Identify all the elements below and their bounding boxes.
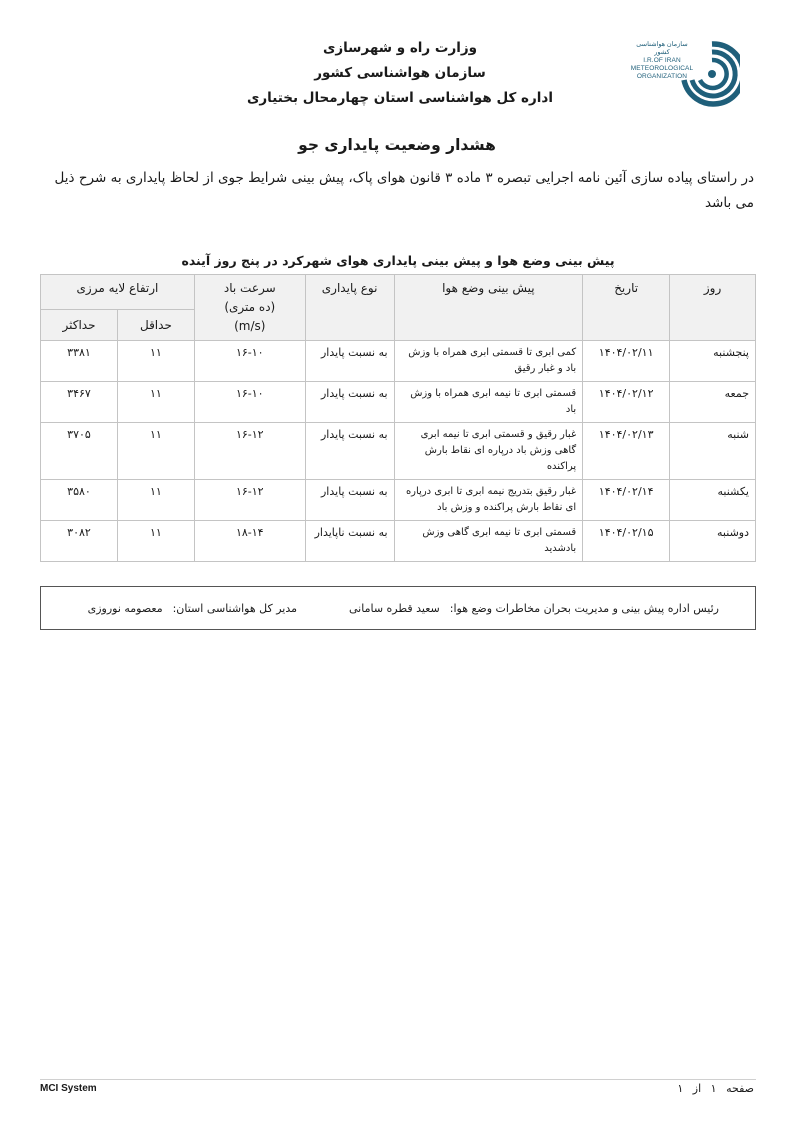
header-day: روز [670, 275, 756, 341]
cell-day: دوشنبه [670, 521, 756, 562]
cell-min-height: ۱۱ [117, 521, 194, 562]
cell-forecast: قسمتی ابری تا نیمه ابری همراه با وزش باد [394, 382, 583, 423]
ministry-header [180, 36, 620, 111]
cell-date: ۱۴۰۴/۰۲/۱۲ [583, 382, 670, 423]
logo-text-line3: ORGANIZATION [636, 73, 688, 80]
header-wind-unit: (m/s) [234, 319, 266, 333]
cell-forecast: کمی ابری تا قسمتی ابری همراه با وزش باد و غبار رقیق [394, 341, 583, 382]
cell-max-height: ۳۳۸۱ [41, 341, 118, 382]
page-label: صفحه [726, 1082, 754, 1095]
logo-text-persian: سازمان هواشناسی کشور [636, 41, 688, 56]
provincial-office-name: اداره کل هواشناسی استان چهارمحال بختیاری [247, 90, 553, 106]
cell-min-height: ۱۱ [117, 382, 194, 423]
cell-wind-speed: ۱۶-۱۰ [194, 382, 305, 423]
header-boundary-layer: ارتفاع لایه مرزی [41, 275, 195, 310]
signature-role-1: رئیس اداره پیش بینی و مدیریت بحران مخاطرات وضع هوا: [449, 602, 719, 615]
cell-max-height: ۳۴۶۷ [41, 382, 118, 423]
table-caption: پیش بینی وضع هوا و پیش بینی پایداری هوای شهرکرد در پنج روز آینده [181, 253, 615, 268]
cell-date: ۱۴۰۴/۰۲/۱۳ [583, 423, 670, 480]
header-forecast: پیش بینی وضع هوا [394, 275, 583, 341]
cell-day: یکشنبه [670, 480, 756, 521]
cell-wind-speed: ۱۶-۱۰ [194, 341, 305, 382]
spiral-emblem-icon [678, 36, 740, 114]
page-of-label: از [692, 1082, 702, 1095]
header-wind-speed [194, 275, 305, 341]
cell-date: ۱۴۰۴/۰۲/۱۵ [583, 521, 670, 562]
signature-name-2: معصومه نوروزی [87, 602, 163, 615]
forecast-table [40, 274, 756, 562]
cell-stability: به نسبت پایدار [305, 480, 394, 521]
meteorological-organization-logo [628, 36, 740, 114]
table-row [41, 382, 756, 423]
cell-day: شنبه [670, 423, 756, 480]
header-wind-label: سرعت باد [223, 281, 276, 295]
cell-min-height: ۱۱ [117, 341, 194, 382]
cell-stability: به نسبت ناپایدار [305, 521, 394, 562]
cell-day: پنجشنبه [670, 341, 756, 382]
cell-wind-speed: ۱۶-۱۲ [194, 480, 305, 521]
cell-day: جمعه [670, 382, 756, 423]
cell-forecast: غبار رقیق و قسمتی ابری تا نیمه ابری گاهی وزش باد درپاره ای نقاط بارش پراکنده [394, 423, 583, 480]
table-row [41, 341, 756, 382]
page-current: ۱ [710, 1082, 717, 1095]
header-date: تاریخ [583, 275, 670, 341]
warning-title: هشدار وضعیت پایداری جو [298, 136, 496, 154]
header-min: حداقل [117, 310, 194, 341]
signature-name-1: سعید قطره سامانی [349, 602, 440, 615]
cell-date: ۱۴۰۴/۰۲/۱۱ [583, 341, 670, 382]
header-stability: نوع پایداری [305, 275, 394, 341]
header-wind-height: (ده متری) [224, 300, 276, 314]
cell-min-height: ۱۱ [117, 480, 194, 521]
header-max: حداکثر [41, 310, 118, 341]
cell-max-height: ۳۷۰۵ [41, 423, 118, 480]
page-number [671, 1082, 754, 1095]
cell-wind-speed: ۱۶-۱۲ [194, 423, 305, 480]
page-total: ۱ [677, 1082, 684, 1095]
cell-min-height: ۱۱ [117, 423, 194, 480]
signature-role-2: مدیر کل هواشناسی استان: [172, 602, 297, 615]
footer-system-name: MCI System [40, 1083, 97, 1094]
logo-text-line1: I.R.OF IRAN [643, 57, 681, 64]
intro-paragraph: در راستای پیاده سازی آئین نامه اجرایی تبصره ۳ ماده ۳ قانون هوای پاک، پیش بینی شرایط جوی از لحاظ پایداری به شرح ذیل می باشد [54, 170, 754, 211]
signature-director [88, 602, 297, 615]
cell-stability: به نسبت پایدار [305, 341, 394, 382]
cell-forecast: قسمتی ابری تا نیمه ابری گاهی وزش بادشدید [394, 521, 583, 562]
cell-stability: به نسبت پایدار [305, 382, 394, 423]
footer-divider [40, 1079, 756, 1080]
cell-max-height: ۳۰۸۲ [41, 521, 118, 562]
table-row [41, 480, 756, 521]
table-row [41, 423, 756, 480]
cell-forecast: غبار رقیق بتدریج نیمه ابری تا ابری درپاره ای نقاط بارش پراکنده و وزش باد [394, 480, 583, 521]
signature-box [40, 586, 756, 630]
table-row [41, 521, 756, 562]
ministry-name: وزارت راه و شهرسازی [322, 40, 478, 56]
cell-stability: به نسبت پایدار [305, 423, 394, 480]
cell-wind-speed: ۱۸-۱۴ [194, 521, 305, 562]
organization-name: سازمان هواشناسی کشور [314, 65, 486, 81]
logo-text-line2: METEOROLOGICAL [630, 65, 694, 72]
cell-max-height: ۳۵۸۰ [41, 480, 118, 521]
cell-date: ۱۴۰۴/۰۲/۱۴ [583, 480, 670, 521]
signature-forecast-head [349, 602, 719, 615]
